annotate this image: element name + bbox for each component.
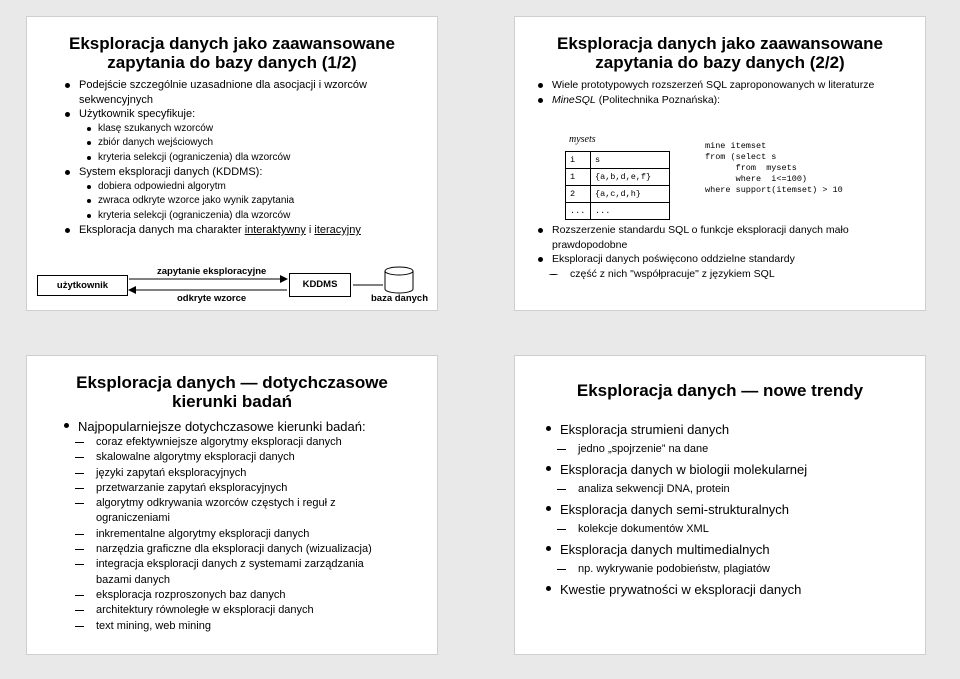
list-item: jedno „spojrzenie” na dane — [543, 442, 913, 456]
list-item: zwraca odkryte wzorce jako wynik zapytania — [82, 194, 432, 209]
list-item: część z nich "współpracuje" z językiem SQL — [535, 267, 915, 282]
sql-query: mine itemset from (select s from mysets where i<=100) where support(itemset) > 10 — [705, 141, 843, 195]
list-item: zbiór danych wejściowych — [82, 136, 432, 151]
list-item: Kwestie prywatności w eksploracji danych — [543, 581, 913, 598]
list-item: integracja eksploracji danych z systemami zarządzania bazami danych — [61, 557, 396, 588]
slide-1 — [26, 16, 438, 311]
list-item: Najpopularniejsze dotychczasowe kierunki badań: — [61, 418, 431, 435]
list-item: coraz efektywniejsze algorytmy eksploracji danych — [61, 435, 431, 450]
list-item: dobiera odpowiedni algorytm — [82, 180, 432, 195]
list-item: text mining, web mining — [61, 619, 431, 634]
database-label: baza danych — [371, 293, 429, 304]
table-name: mysets — [569, 134, 596, 145]
list-item: Eksploracja danych w biologii molekularnej — [543, 461, 913, 478]
list-item: MineSQL (Politechnika Poznańska): — [535, 93, 915, 108]
slide-2-bullets-top — [535, 78, 915, 107]
table-row: 1 {a,b,d,e,f} — [566, 169, 670, 186]
list-item: przetwarzanie zapytań eksploracyjnych — [61, 481, 431, 496]
list-item: eksploracja rozproszonych baz danych — [61, 588, 431, 603]
slide-4 — [514, 355, 926, 655]
slide-2 — [514, 16, 926, 311]
database-icon — [385, 267, 413, 293]
slide-2-bullets-bottom — [535, 223, 915, 281]
list-item: np. wykrywanie podobieństw, plagiatów — [543, 562, 913, 576]
list-item: System eksploracji danych (KDDMS): — [62, 165, 432, 180]
user-box: użytkownik — [37, 275, 128, 296]
list-item: Eksploracja strumieni danych — [543, 421, 913, 438]
kddms-box: KDDMS — [289, 273, 351, 297]
list-item: skalowalne algorytmy eksploracji danych — [61, 450, 431, 465]
list-item: Eksploracja danych semi-strukturalnych — [543, 501, 913, 518]
slide-2-title: Eksploracja danych jako zaawansowane zapytania do bazy danych (2/2) — [557, 34, 883, 72]
list-item: kryteria selekcji (ograniczenia) dla wzorców — [82, 209, 432, 224]
mysets-table — [565, 151, 670, 220]
list-item: algorytmy odkrywania wzorców częstych i reguł z ograniczeniami — [61, 496, 346, 527]
kddms-diagram — [27, 249, 439, 309]
list-item: Eksploracja danych multimedialnych — [543, 541, 913, 558]
slide-3 — [26, 355, 438, 655]
slide-4-bullets — [543, 416, 913, 598]
slide-1-bullets — [62, 78, 432, 238]
list-item: analiza sekwencji DNA, protein — [543, 482, 913, 496]
slide-3-title: Eksploracja danych — dotychczasowe kierunki badań — [76, 373, 388, 411]
list-item: języki zapytań eksploracyjnych — [61, 466, 431, 481]
research-directions-list — [61, 435, 431, 634]
slide-3-bullets — [61, 418, 431, 634]
list-item: Użytkownik specyfikuje: — [62, 107, 432, 122]
list-item: Rozszerzenie standardu SQL o funkcje eksploracji danych mało prawdopodobne — [535, 223, 915, 252]
slide-1-title: Eksploracja danych jako zaawansowane zapytania do bazy danych (1/2) — [69, 34, 395, 72]
table-row: i s — [566, 152, 670, 169]
list-item: architektury równoległe w eksploracji danych — [61, 603, 431, 618]
result-label: odkryte wzorce — [177, 293, 247, 304]
table-row: 2 {a,c,d,h} — [566, 186, 670, 203]
list-item: Eksploracja danych ma charakter interaktywny i iteracyjny — [62, 223, 432, 238]
list-item: Eksploracji danych poświęcono oddzielne standardy — [535, 252, 915, 267]
list-item: klasę szukanych wzorców — [82, 122, 432, 137]
list-item: Podejście szczególnie uzasadnione dla asocjacji i wzorców sekwencyjnych — [62, 78, 432, 107]
list-item: inkrementalne algorytmy eksploracji danych — [61, 527, 431, 542]
slide-4-title: Eksploracja danych — nowe trendy — [576, 381, 864, 400]
list-item: Wiele prototypowych rozszerzeń SQL zaproponowanych w literaturze — [535, 78, 915, 93]
list-item: kolekcje dokumentów XML — [543, 522, 913, 536]
query-label: zapytanie eksploracyjne — [157, 266, 267, 277]
list-item: kryteria selekcji (ograniczenia) dla wzorców — [82, 151, 432, 166]
list-item: narzędzia graficzne dla eksploracji danych (wizualizacja) — [61, 542, 431, 557]
table-row: ... ... — [566, 203, 670, 220]
